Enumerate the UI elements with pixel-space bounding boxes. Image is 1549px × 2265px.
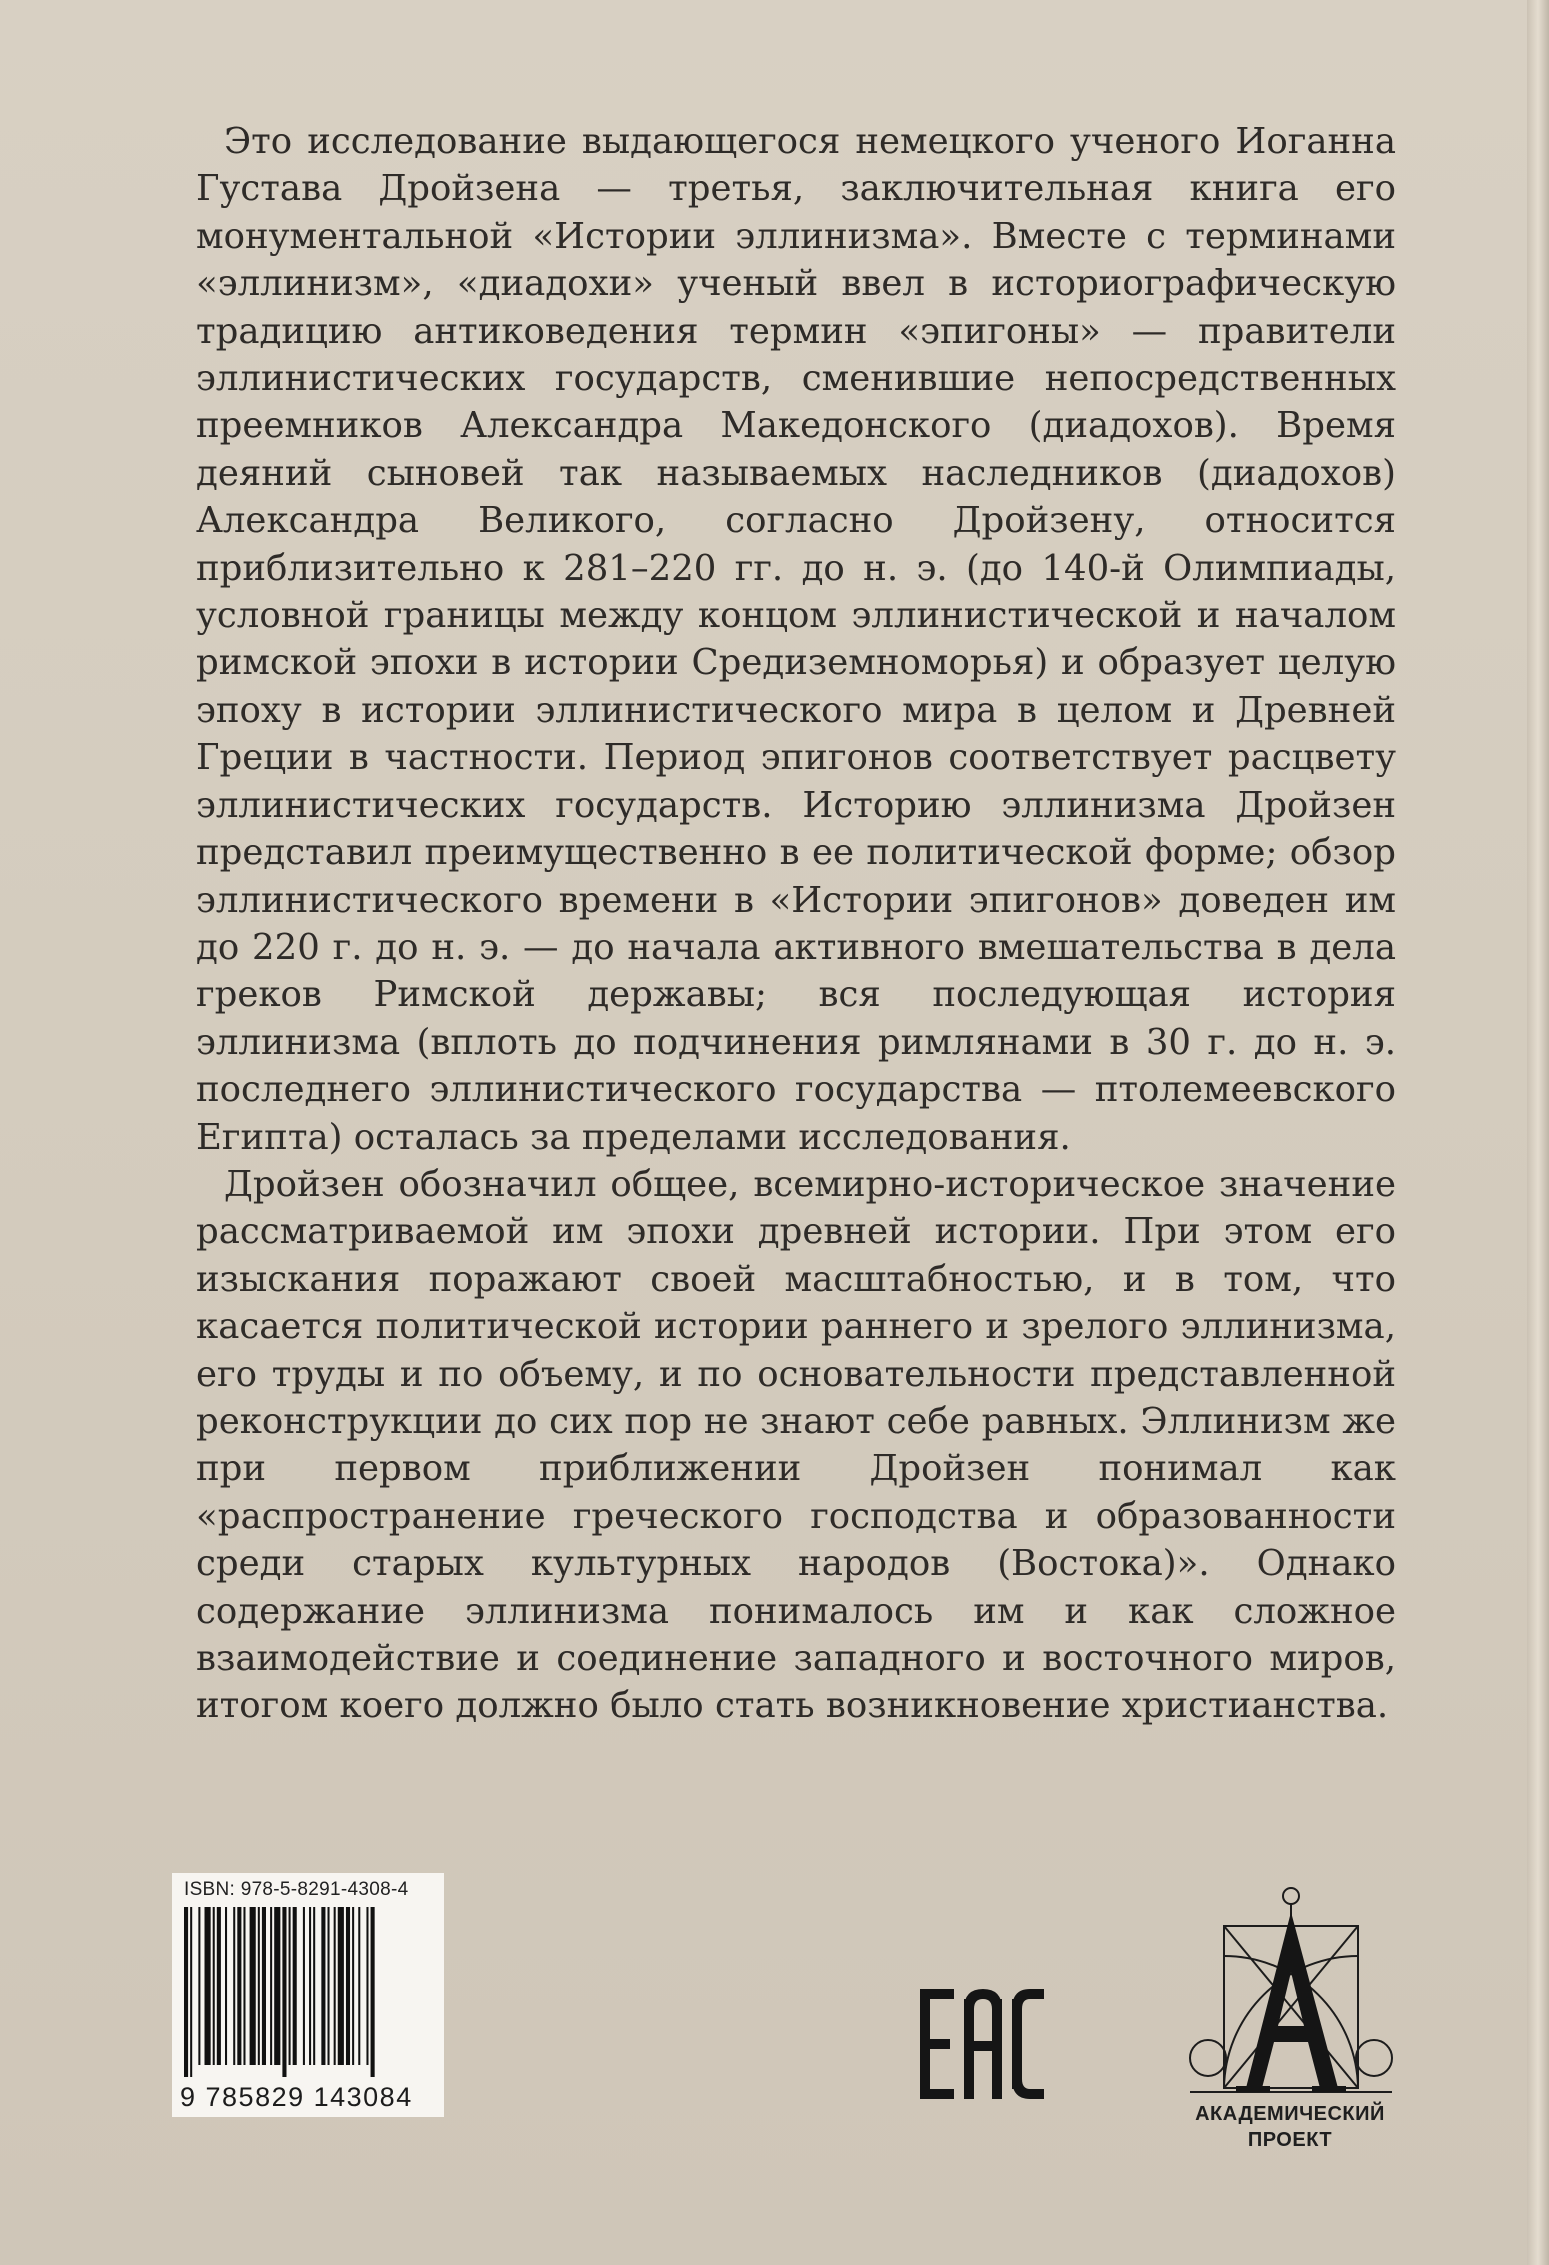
barcode-bar [270, 1907, 272, 2065]
annotation-paragraph-2: Дройзен обозначил общее, всемирно-историческое значение рассматриваемой им эпохи древней истории. При этом его изыскания поражают своей масштабностью, и в том, что касается политической истории раннего и зрелого эллинизма, его труды и по объему, и по основательности представленной реконструкции до сих пор не знают себе равных. Эллинизм же при первом приближении Дройзен понимал как «распространение греческого господства и образованности среди старых культурных народов (Востока)». Однако содержание эллинизма понималось им и как сложное взаимодействие и соединение западного и восточного миров, итогом коего должно было стать возникновение христианства. [196, 1163, 1396, 1727]
barcode-bar [346, 1907, 350, 2065]
barcode-bar [274, 1907, 280, 2065]
eac-mark [918, 1985, 1048, 2103]
barcode-bar [225, 1907, 227, 2065]
barcode-bar [328, 1907, 330, 2065]
barcode-bar [321, 1907, 325, 2065]
barcode-bar [258, 1907, 260, 2065]
barcode-digits: 9 785829 143084 [180, 2082, 413, 2112]
barcode-bar [366, 1907, 368, 2065]
barcode-bar [282, 1907, 286, 2077]
publisher-name-line-1: АКАДЕМИЧЕСКИЙ [1195, 2103, 1385, 2125]
barcode-bar [371, 1907, 375, 2077]
barcode-bar [184, 1907, 188, 2077]
barcode-bar [289, 1907, 291, 2065]
barcode-bar [313, 1907, 315, 2065]
barcode-bar [198, 1907, 200, 2065]
barcode-bar [352, 1907, 354, 2065]
annotation-text [196, 118, 1396, 1730]
cover-edge [1527, 0, 1549, 2265]
barcode-bar [309, 1907, 311, 2065]
isbn-label: ISBN: 978-5-8291-4308-4 [184, 1879, 409, 1900]
barcode-bars [182, 1907, 434, 2077]
barcode-bar [205, 1907, 211, 2065]
barcode-bar [190, 1907, 192, 2077]
publisher-name-line-2: ПРОЕКТ [1247, 2129, 1333, 2151]
annotation-paragraph-1: Это исследование выдающегося немецкого ученого Иоганна Густава Дройзена — третья, заключительная книга его монументальной «Истории эллинизма». Вместе с терминами «эллинизм», «диадохи» ученый ввел в историографическую традицию антиковедения термин «эпигоны» — правители эллинистических государств, сменившие непосредственных преемников Александра Македонского (диадохов). Время деяний сыновей так называемых наследников (диадохов) Александра Великого, согласно Дройзену, относится приблизительно к 281–220 гг. до н. э. (до 140-й Олимпиады, условной границы между концом эллинистической и началом римской эпохи в истории Средиземноморья) и образует целую эпоху в истории эллинистического мира в целом и Древней Греции в частности. Период эпигонов соответствует расцвету эллинистических государств. Историю эллинизма Дройзен представил преимущественно в ее политической форме; обзор эллинистического времени в «Истории эпигонов» доведен им до 220 г. до н. э. — до начала активного вмешательства в дела греков Римской державы; вся последующая история эллинизма (вплоть до подчинения римлянами в 30 г. до н. э. последнего эллинистического государства — птолемеевского Египта) осталась за пределами исследования. [196, 121, 1396, 1158]
barcode [172, 1873, 444, 2117]
barcode-bar [243, 1907, 245, 2065]
barcode-bar [338, 1907, 344, 2065]
barcode-bar [217, 1907, 221, 2065]
barcode-bar [250, 1907, 256, 2065]
barcode-bar [237, 1907, 241, 2065]
barcode-bar [262, 1907, 266, 2065]
barcode-bar [233, 1907, 235, 2065]
barcode-bar [358, 1907, 360, 2065]
barcode-bar [213, 1907, 215, 2065]
barcode-bar [334, 1907, 336, 2065]
barcode-bar [303, 1907, 305, 2065]
barcode-bar [293, 1907, 297, 2065]
publisher-name [1168, 2101, 1412, 2153]
publisher-logo-icon [1186, 1886, 1396, 2124]
